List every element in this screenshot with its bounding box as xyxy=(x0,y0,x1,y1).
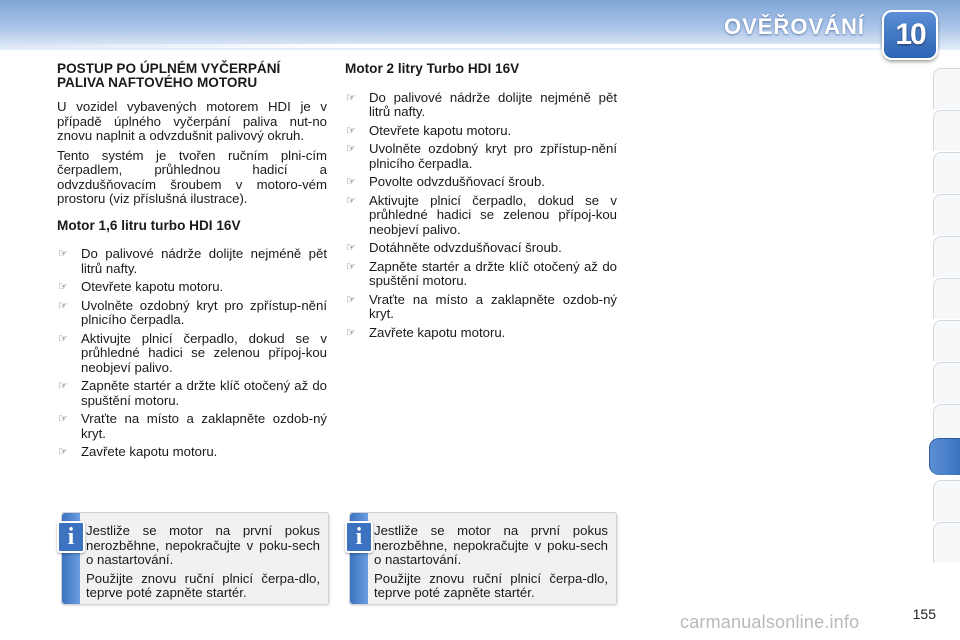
motor-1-6-steps xyxy=(57,247,327,460)
step-item: ☞ Aktivujte plnicí čerpadlo, dokud se v průhledné hadici se zelenou přípoj-kou neobjeví palivo. xyxy=(346,192,617,237)
hand-pointer-icon: ☞ xyxy=(58,281,68,293)
step-item: ☞ Aktivujte plnicí čerpadlo, dokud se v průhledné hadici se zelenou přípoj-kou neobjeví palivo. xyxy=(58,330,327,375)
page-number: 155 xyxy=(912,606,936,622)
info-paragraph: Jestliže se motor na první pokus nerozběhne, nepokračujte v poku-sech o nastartování. xyxy=(374,523,608,567)
step-item: ☞ Do palivové nádrže dolijte nejméně pět litrů nafty. xyxy=(58,246,327,276)
step-item: ☞ Do palivové nádrže dolijte nejméně pět litrů nafty. xyxy=(346,89,617,119)
chapter-number: 10 xyxy=(895,18,925,51)
info-text xyxy=(374,524,608,605)
info-box-left xyxy=(61,512,329,605)
system-description-paragraph: Tento systém je tvořen ručním plni-cím čerpadlem, průhlednou hadicí a odvzdušňovacím šroubem v motoro-vém prostoru (viz příslušná ilustrace). xyxy=(57,147,327,206)
motor-1-6-heading: Motor 1,6 litru turbo HDI 16V xyxy=(57,217,241,233)
hand-pointer-icon: ☞ xyxy=(346,260,356,273)
side-tab-12[interactable] xyxy=(933,522,960,563)
step-item: ☞ Vraťte na místo a zaklapněte ozdob-ný kryt. xyxy=(346,291,617,321)
hand-pointer-icon: ☞ xyxy=(58,413,68,425)
side-tab-5[interactable] xyxy=(933,236,960,277)
hand-pointer-icon: ☞ xyxy=(58,248,68,260)
step-item: ☞ Povolte odvzdušňovací šroub. xyxy=(346,174,545,189)
motor-2-0-heading: Motor 2 litry Turbo HDI 16V xyxy=(345,61,520,76)
info-text xyxy=(86,524,320,605)
hand-pointer-icon: ☞ xyxy=(346,124,356,137)
middle-column xyxy=(345,62,617,344)
hand-pointer-icon: ☞ xyxy=(58,299,68,312)
side-tab-strip xyxy=(930,68,960,576)
side-tab-11[interactable] xyxy=(933,480,960,521)
step-item: ☞ Dotáhněte odvzdušňovací šroub. xyxy=(346,240,562,255)
step-item: ☞ Zapněte startér a držte klíč otočený až do spuštění motoru. xyxy=(58,378,327,408)
hand-pointer-icon: ☞ xyxy=(346,326,356,339)
step-item: ☞ Otevřete kapotu motoru. xyxy=(346,122,512,138)
section-heading: POSTUP PO ÚPLNÉM VYČERPÁNÍ PALIVA NAFTOVÉHO MOTORU xyxy=(57,61,281,90)
side-tab-10-active[interactable] xyxy=(929,438,960,475)
hand-pointer-icon: ☞ xyxy=(58,380,68,392)
hand-pointer-icon: ☞ xyxy=(58,446,68,458)
step-item: ☞ Zapněte startér a držte klíč otočený až do spuštění motoru. xyxy=(346,258,617,288)
step-item: ☞ Uvolněte ozdobný kryt pro zpřístup-nění plnicího čerpadla. xyxy=(346,141,617,171)
hand-pointer-icon: ☞ xyxy=(346,176,356,188)
watermark: carmanualsonline.info xyxy=(680,612,860,632)
step-item: ☞ Zavřete kapotu motoru. xyxy=(58,444,218,459)
left-column xyxy=(57,62,327,464)
side-tab-1[interactable] xyxy=(933,68,960,109)
hand-pointer-icon: ☞ xyxy=(346,91,356,104)
intro-paragraph: U vozidel vybavených motorem HDI je v případě úplného vyčerpání paliva nut-no znovu naplnit a odvzdušnit palivový okruh. xyxy=(57,99,327,143)
side-tab-8[interactable] xyxy=(933,362,960,403)
info-icon: i xyxy=(345,521,373,553)
chapter-title: OVĚŘOVÁNÍ xyxy=(723,14,865,39)
info-box-middle xyxy=(349,512,617,605)
info-paragraph: Použijte znovu ruční plnicí čerpa-dlo, teprve poté zapněte startér. xyxy=(86,570,320,600)
step-item: ☞ Otevřete kapotu motoru. xyxy=(58,279,224,294)
info-paragraph: Použijte znovu ruční plnicí čerpa-dlo, teprve poté zapněte startér. xyxy=(374,570,608,600)
hand-pointer-icon: ☞ xyxy=(346,242,356,254)
hand-pointer-icon: ☞ xyxy=(346,143,356,155)
info-icon: i xyxy=(57,521,85,553)
hand-pointer-icon: ☞ xyxy=(346,194,356,207)
step-item: ☞ Uvolněte ozdobný kryt pro zpřístup-nění plnicího čerpadla. xyxy=(58,297,327,327)
info-paragraph: Jestliže se motor na první pokus nerozběhne, nepokračujte v poku-sech o nastartování. xyxy=(86,523,320,567)
chapter-number-badge xyxy=(882,10,938,60)
side-tab-2[interactable] xyxy=(933,110,960,151)
step-item: ☞ Zavřete kapotu motoru. xyxy=(346,324,506,340)
hand-pointer-icon: ☞ xyxy=(346,293,356,306)
step-item: ☞ Vraťte na místo a zaklapněte ozdob-ný kryt. xyxy=(58,411,327,441)
side-tab-6[interactable] xyxy=(933,278,960,319)
side-tab-4[interactable] xyxy=(933,194,960,235)
side-tab-3[interactable] xyxy=(933,152,960,193)
side-tab-7[interactable] xyxy=(933,320,960,361)
hand-pointer-icon: ☞ xyxy=(58,332,68,345)
motor-2-0-steps xyxy=(345,91,617,341)
